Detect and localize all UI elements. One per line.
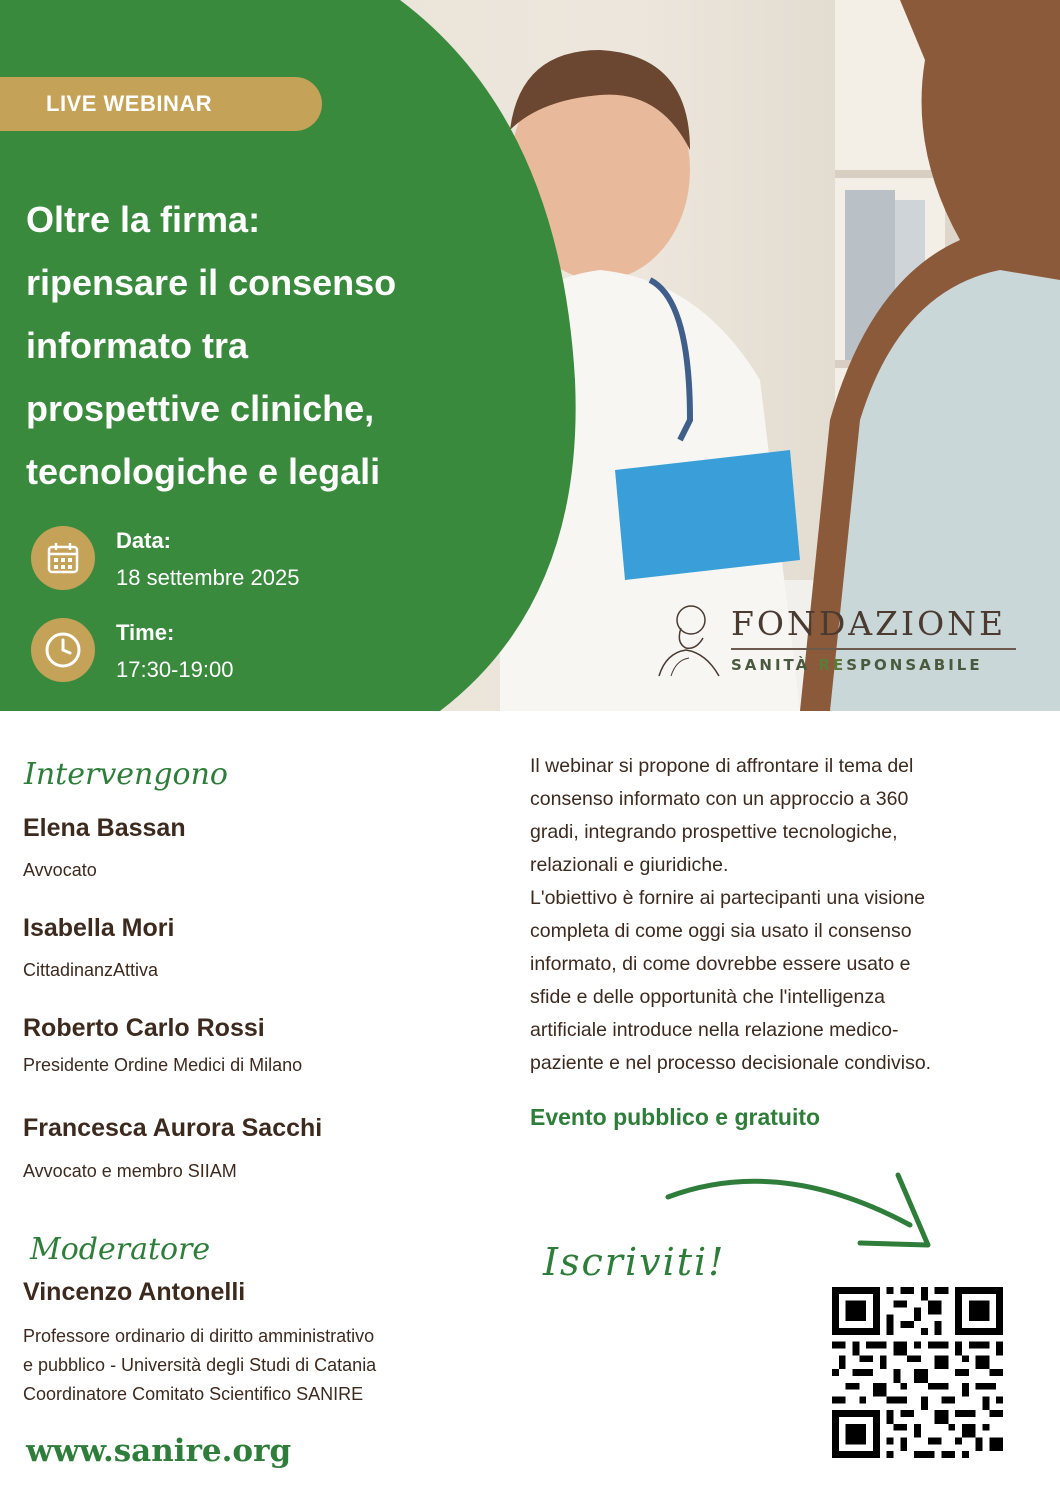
- description-line: Il webinar si propone di affrontare il tema del: [530, 755, 914, 777]
- description-line: informato, di come dovrebbe essere usato e: [530, 953, 911, 975]
- moderator-heading: Moderatore: [30, 1232, 211, 1267]
- speaker-role: Avvocato: [23, 860, 97, 880]
- logo-divider: [731, 648, 1016, 650]
- hero-banner: [0, 0, 1060, 711]
- title-line: ripensare il consenso: [26, 262, 397, 303]
- logo-title: FONDAZIONE: [731, 604, 1007, 643]
- website-link[interactable]: www.sanire.org: [26, 1433, 292, 1469]
- logo-subtitle-part: SPONSABILE: [846, 656, 983, 674]
- moderator-desc-line: Coordinatore Comitato Scientifico SANIRE: [23, 1384, 364, 1404]
- webinar-description: [530, 750, 1030, 1080]
- date-value: 18 settembre 2025: [116, 565, 300, 590]
- speaker-name: Roberto Carlo Rossi: [23, 1014, 265, 1042]
- title-line: prospettive cliniche,: [26, 388, 375, 429]
- calendar-icon: [31, 526, 95, 590]
- description-line: artificiale introduce nella relazione medico-: [530, 1019, 899, 1041]
- moderator-description: [23, 1322, 376, 1409]
- title-line: tecnologiche e legali: [26, 451, 381, 492]
- speaker-role: CittadinanzAttiva: [23, 960, 159, 980]
- live-webinar-badge: LIVE WEBINAR: [0, 77, 322, 131]
- moderator-desc-line: e pubblico - Università degli Studi di Catania: [23, 1355, 377, 1375]
- description-line: relazionali e giuridiche.: [530, 854, 729, 876]
- speaker-role: Presidente Ordine Medici di Milano: [23, 1055, 303, 1075]
- description-line: sfide e delle opportunità che l'intelligenza: [530, 986, 885, 1008]
- title-line: Oltre la firma:: [26, 199, 261, 240]
- logo-subtitle-highlight: RE: [818, 656, 847, 674]
- qr-code-icon[interactable]: [832, 1287, 1003, 1458]
- speakers-heading: Intervengono: [24, 757, 228, 792]
- speaker-name: Isabella Mori: [23, 914, 175, 942]
- time-value: 17:30-19:00: [116, 657, 234, 682]
- description-line: completa di come oggi sia usato il consenso: [530, 920, 912, 942]
- description-line: gradi, integrando prospettive tecnologiche,: [530, 821, 898, 843]
- event-title: [26, 188, 546, 503]
- free-event-note: Evento pubblico e gratuito: [530, 1104, 821, 1130]
- register-cta[interactable]: Iscriviti!: [543, 1240, 726, 1284]
- speaker-name: Francesca Aurora Sacchi: [23, 1114, 323, 1142]
- speaker-role: Avvocato e membro SIIAM: [23, 1161, 237, 1181]
- time-label: Time:: [116, 620, 175, 645]
- title-line: informato tra: [26, 325, 249, 366]
- hippocrates-emblem: [651, 598, 726, 678]
- logo-subtitle: [731, 656, 983, 674]
- clock-icon: [31, 618, 95, 682]
- moderator-desc-line: Professore ordinario di diritto amministrativo: [23, 1326, 375, 1346]
- description-line: consenso informato con un approccio a 360: [530, 788, 909, 810]
- moderator-name: Vincenzo Antonelli: [23, 1278, 246, 1306]
- speaker-name: Elena Bassan: [23, 814, 186, 842]
- logo-subtitle-part: SANITÀ: [731, 656, 819, 674]
- fondazione-logo: [651, 598, 1031, 688]
- date-label: Data:: [116, 528, 172, 553]
- description-line: paziente e nel processo decisionale condiviso.: [530, 1052, 932, 1074]
- description-line: L'obiettivo è fornire ai partecipanti una visione: [530, 887, 926, 909]
